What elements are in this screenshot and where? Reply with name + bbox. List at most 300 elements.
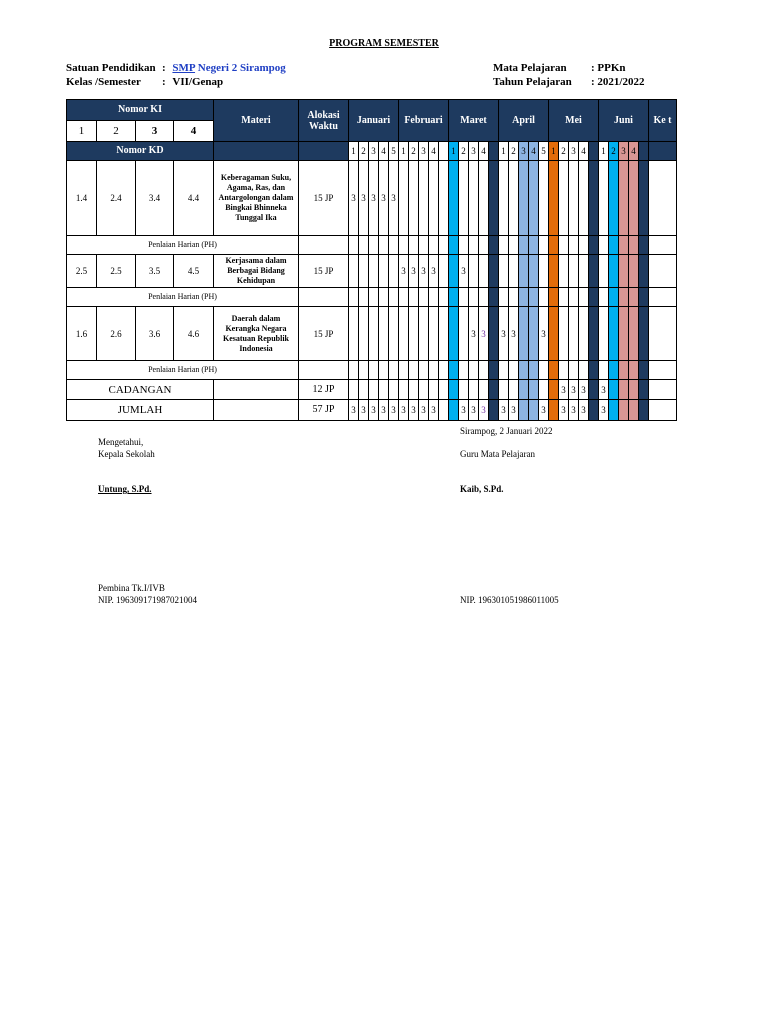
- week-value: [639, 400, 649, 421]
- week-value: [379, 255, 389, 288]
- week-value: [479, 255, 489, 288]
- ph-row: [67, 236, 677, 255]
- week-value: [589, 255, 599, 288]
- week-value: [349, 236, 359, 255]
- week-value: [569, 161, 579, 236]
- week-value: 3: [359, 400, 369, 421]
- week-value: [609, 236, 619, 255]
- alokasi-empty: [299, 236, 349, 255]
- week-value: [469, 380, 479, 400]
- alokasi-value: 15 JP: [299, 161, 349, 236]
- week-value: [559, 307, 569, 361]
- week-value: 3: [379, 400, 389, 421]
- week-value: [579, 288, 589, 307]
- week-value: [529, 361, 539, 380]
- week-value: [629, 236, 639, 255]
- week-cell: 3: [469, 142, 479, 161]
- week-value: [379, 361, 389, 380]
- week-value: [599, 361, 609, 380]
- week-value: [609, 400, 619, 421]
- week-value: [619, 380, 629, 400]
- week-value: [449, 255, 459, 288]
- week-value: [479, 361, 489, 380]
- week-value: [639, 361, 649, 380]
- week-value: 3: [459, 400, 469, 421]
- school-info-right: [493, 61, 644, 89]
- week-value: [489, 161, 499, 236]
- week-cell: 3: [569, 142, 579, 161]
- week-value: [569, 288, 579, 307]
- school-link[interactable]: SMP: [172, 62, 196, 74]
- week-value: [469, 255, 479, 288]
- ket-cell: [649, 307, 677, 361]
- week-value: 3: [389, 161, 399, 236]
- week-value: [639, 236, 649, 255]
- week-value: [409, 161, 419, 236]
- week-value: [619, 400, 629, 421]
- guru-nip: NIP. 196301051986011005: [460, 595, 559, 605]
- kelas-value: VII/Genap: [172, 76, 224, 88]
- week-cell: 3: [369, 142, 379, 161]
- week-cell: 4: [429, 142, 439, 161]
- week-cell: 2: [609, 142, 619, 161]
- week-value: [419, 288, 429, 307]
- week-value: 3: [349, 161, 359, 236]
- week-value: [449, 380, 459, 400]
- week-value: [509, 361, 519, 380]
- week-value: [369, 255, 379, 288]
- kepala-nip: NIP. 196309171987021004: [98, 595, 198, 605]
- week-value: [589, 400, 599, 421]
- week-value: 3: [409, 255, 419, 288]
- week-value: [589, 161, 599, 236]
- week-value: [429, 380, 439, 400]
- week-value: 3: [479, 307, 489, 361]
- week-value: [589, 380, 599, 400]
- week-value: 3: [409, 400, 419, 421]
- week-value: [469, 236, 479, 255]
- week-value: [559, 255, 569, 288]
- week-value: 3: [429, 255, 439, 288]
- kelas-row: [66, 75, 286, 89]
- jumlah-row: [67, 400, 677, 421]
- week-value: [639, 255, 649, 288]
- week-value: [519, 236, 529, 255]
- week-value: [409, 307, 419, 361]
- week-value: [549, 255, 559, 288]
- week-value: [459, 361, 469, 380]
- alokasi-value: 15 JP: [299, 255, 349, 288]
- week-value: [579, 161, 589, 236]
- week-value: [529, 400, 539, 421]
- week-value: 3: [379, 161, 389, 236]
- penilaian-harian: Penlaian Harian (PH): [67, 361, 299, 380]
- kd-number: 2.6: [97, 307, 136, 361]
- week-value: [449, 288, 459, 307]
- week-value: [569, 361, 579, 380]
- week-value: [599, 236, 609, 255]
- week-value: [379, 288, 389, 307]
- week-value: 3: [509, 307, 519, 361]
- week-cell: 1: [499, 142, 509, 161]
- ket-cell: [649, 361, 677, 380]
- kd-number: 3.5: [136, 255, 174, 288]
- week-value: [519, 361, 529, 380]
- week-value: [399, 307, 409, 361]
- week-value: [469, 361, 479, 380]
- week-value: [359, 307, 369, 361]
- guru-name: Kaib, S.Pd.: [460, 484, 504, 494]
- week-value: [429, 288, 439, 307]
- week-value: 3: [499, 307, 509, 361]
- week-value: [519, 307, 529, 361]
- week-value: [499, 380, 509, 400]
- week-value: [519, 400, 529, 421]
- week-value: [449, 236, 459, 255]
- week-value: [629, 161, 639, 236]
- week-value: [439, 236, 449, 255]
- week-value: [629, 288, 639, 307]
- page-title: PROGRAM SEMESTER: [329, 38, 439, 49]
- alokasi-header: Alokasi Waktu: [299, 100, 349, 142]
- week-value: 3: [469, 307, 479, 361]
- week-value: [539, 288, 549, 307]
- week-value: [429, 361, 439, 380]
- week-cell: 2: [359, 142, 369, 161]
- month-februari: Februari: [399, 100, 449, 142]
- school-name: Negeri 2 Sirampog: [197, 62, 286, 74]
- week-value: [569, 236, 579, 255]
- week-value: [549, 288, 559, 307]
- ki-4: 4: [174, 121, 214, 142]
- week-value: [549, 400, 559, 421]
- week-value: 3: [559, 400, 569, 421]
- week-value: [399, 236, 409, 255]
- week-value: [409, 236, 419, 255]
- alokasi-empty: [299, 361, 349, 380]
- week-value: [499, 361, 509, 380]
- week-value: [619, 361, 629, 380]
- jumlah-jp: 57 JP: [299, 400, 349, 421]
- week-value: [629, 400, 639, 421]
- week-value: [439, 288, 449, 307]
- week-value: [559, 236, 569, 255]
- week-value: [629, 307, 639, 361]
- week-cell: 2: [559, 142, 569, 161]
- week-value: [469, 161, 479, 236]
- week-value: [589, 288, 599, 307]
- ki-1: 1: [67, 121, 97, 142]
- week-value: [379, 236, 389, 255]
- week-value: [349, 361, 359, 380]
- week-value: [369, 236, 379, 255]
- week-value: [379, 380, 389, 400]
- week-value: [589, 307, 599, 361]
- week-value: [419, 236, 429, 255]
- week-value: [399, 361, 409, 380]
- week-value: [499, 255, 509, 288]
- week-cell: 3: [519, 142, 529, 161]
- week-value: 3: [429, 400, 439, 421]
- kd-row: [67, 307, 677, 361]
- week-value: [519, 161, 529, 236]
- kd-number: 2.5: [67, 255, 97, 288]
- ki-2: 2: [97, 121, 136, 142]
- penilaian-harian: Penlaian Harian (PH): [67, 288, 299, 307]
- week-value: [439, 307, 449, 361]
- kd-number: 3.6: [136, 307, 174, 361]
- week-value: [529, 380, 539, 400]
- kd-number: 1.6: [67, 307, 97, 361]
- week-value: [439, 161, 449, 236]
- week-value: [619, 255, 629, 288]
- week-value: [359, 380, 369, 400]
- week-value: [489, 380, 499, 400]
- week-value: [449, 307, 459, 361]
- week-value: [529, 307, 539, 361]
- week-value: 3: [369, 161, 379, 236]
- week-value: 3: [569, 400, 579, 421]
- week-value: [589, 236, 599, 255]
- kd-row: [67, 161, 677, 236]
- satuan-row: [66, 61, 286, 75]
- week-value: [369, 380, 379, 400]
- week-value: [539, 361, 549, 380]
- tahun-label: Tahun Pelajaran: [493, 76, 572, 88]
- week-value: [349, 288, 359, 307]
- week-value: [629, 380, 639, 400]
- week-value: [499, 236, 509, 255]
- week-value: 3: [469, 400, 479, 421]
- week-value: [639, 380, 649, 400]
- week-value: [629, 255, 639, 288]
- week-value: [529, 288, 539, 307]
- week-value: [439, 400, 449, 421]
- week-value: [489, 288, 499, 307]
- week-value: 3: [389, 400, 399, 421]
- week-cell: 4: [579, 142, 589, 161]
- week-value: [459, 288, 469, 307]
- program-semester-table: [66, 99, 677, 421]
- week-value: [429, 161, 439, 236]
- week-value: [399, 380, 409, 400]
- week-value: [489, 236, 499, 255]
- week-cell: 1: [549, 142, 559, 161]
- week-value: [549, 307, 559, 361]
- week-value: [379, 307, 389, 361]
- materi-sub: [214, 142, 299, 161]
- week-value: [349, 380, 359, 400]
- week-value: 3: [349, 400, 359, 421]
- week-value: [369, 307, 379, 361]
- week-value: [459, 380, 469, 400]
- ket-header: Ke t: [649, 100, 677, 142]
- nomor-kd-header: Nomor KD: [67, 142, 214, 161]
- week-value: [479, 161, 489, 236]
- week-value: 3: [419, 255, 429, 288]
- week-value: [599, 288, 609, 307]
- nomor-ki-header: Nomor KI: [67, 100, 214, 121]
- week-value: [599, 307, 609, 361]
- ki-3: 3: [136, 121, 174, 142]
- week-cell: 4: [529, 142, 539, 161]
- week-value: [389, 361, 399, 380]
- week-cell: 5: [539, 142, 549, 161]
- materi-header: Materi: [214, 100, 299, 142]
- month-juni: Juni: [599, 100, 649, 142]
- satuan-label: Satuan Pendidikan: [66, 62, 156, 74]
- week-value: [389, 288, 399, 307]
- mapel-value: : PPKn: [591, 62, 626, 74]
- week-value: [629, 361, 639, 380]
- week-value: [439, 255, 449, 288]
- week-value: [609, 380, 619, 400]
- week-cell: 2: [409, 142, 419, 161]
- cadangan-label: CADANGAN: [67, 380, 214, 400]
- week-value: [399, 161, 409, 236]
- kd-number: 2.4: [97, 161, 136, 236]
- mapel-label: Mata Pelajaran: [493, 62, 567, 74]
- week-value: [609, 307, 619, 361]
- week-value: [359, 288, 369, 307]
- week-value: [559, 361, 569, 380]
- week-value: [349, 255, 359, 288]
- week-value: [419, 361, 429, 380]
- kelas-label: Kelas /Semester: [66, 76, 141, 88]
- week-value: [559, 161, 569, 236]
- week-value: [609, 361, 619, 380]
- week-value: [479, 380, 489, 400]
- week-value: [359, 361, 369, 380]
- week-cell: 5: [389, 142, 399, 161]
- week-value: [489, 400, 499, 421]
- week-value: [599, 161, 609, 236]
- week-value: [359, 236, 369, 255]
- week-value: [569, 255, 579, 288]
- week-value: [519, 288, 529, 307]
- week-value: [549, 161, 559, 236]
- ph-row: [67, 288, 677, 307]
- ph-row: [67, 361, 677, 380]
- week-value: 3: [369, 400, 379, 421]
- kelas-sep: :: [162, 76, 166, 88]
- week-value: [619, 307, 629, 361]
- kepala-name: Untung, S.Pd.: [98, 484, 152, 494]
- week-value: [389, 307, 399, 361]
- week-cell: 2: [509, 142, 519, 161]
- week-cell: [639, 142, 649, 161]
- week-value: [479, 288, 489, 307]
- week-value: [489, 307, 499, 361]
- week-value: 3: [359, 161, 369, 236]
- week-cell: 4: [379, 142, 389, 161]
- week-value: [389, 380, 399, 400]
- week-value: 3: [459, 255, 469, 288]
- week-value: [539, 236, 549, 255]
- week-value: [399, 288, 409, 307]
- week-value: [459, 307, 469, 361]
- week-value: [579, 236, 589, 255]
- week-value: 3: [579, 380, 589, 400]
- week-value: [539, 380, 549, 400]
- kd-number: 1.4: [67, 161, 97, 236]
- week-value: [609, 161, 619, 236]
- week-value: [459, 161, 469, 236]
- ket-cell: [649, 400, 677, 421]
- week-value: [349, 307, 359, 361]
- week-value: [519, 255, 529, 288]
- week-value: [609, 288, 619, 307]
- week-value: 3: [399, 400, 409, 421]
- alokasi-sub: [299, 142, 349, 161]
- week-value: [579, 361, 589, 380]
- header-row-1: [67, 100, 677, 121]
- week-value: [429, 236, 439, 255]
- alokasi-empty: [299, 288, 349, 307]
- ket-sub: [649, 142, 677, 161]
- week-value: [419, 161, 429, 236]
- week-value: [449, 400, 459, 421]
- week-cell: 3: [419, 142, 429, 161]
- week-value: [489, 361, 499, 380]
- week-value: [479, 236, 489, 255]
- ket-cell: [649, 255, 677, 288]
- week-value: [609, 255, 619, 288]
- week-value: [369, 361, 379, 380]
- materi-text: Daerah dalam Kerangka Negara Kesatuan Republik Indonesia: [214, 307, 299, 361]
- mengetahui-label: Mengetahui,: [98, 437, 144, 447]
- satuan-sep: :: [162, 62, 166, 74]
- week-value: [359, 255, 369, 288]
- week-value: [619, 288, 629, 307]
- week-cell: 1: [599, 142, 609, 161]
- week-value: [509, 380, 519, 400]
- week-value: [469, 288, 479, 307]
- week-value: 3: [399, 255, 409, 288]
- week-value: [619, 236, 629, 255]
- week-value: 3: [499, 400, 509, 421]
- materi-text: Kerjasama dalam Berbagai Bidang Kehidupan: [214, 255, 299, 288]
- place-date: Sirampog, 2 Januari 2022: [460, 426, 553, 436]
- week-value: [529, 236, 539, 255]
- week-value: [409, 361, 419, 380]
- week-value: 3: [539, 400, 549, 421]
- week-value: 3: [599, 380, 609, 400]
- week-value: [369, 288, 379, 307]
- ket-cell: [649, 161, 677, 236]
- week-value: [599, 255, 609, 288]
- week-value: [389, 236, 399, 255]
- kd-number: 3.4: [136, 161, 174, 236]
- school-info-left: [66, 61, 286, 89]
- week-value: 3: [559, 380, 569, 400]
- week-value: [459, 236, 469, 255]
- week-cell: 2: [459, 142, 469, 161]
- materi-text: Keberagaman Suku, Agama, Ras, dan Antargolongan dalam Bingkai Bhinneka Tunggal Ika: [214, 161, 299, 236]
- month-maret: Maret: [449, 100, 499, 142]
- kd-number: 4.6: [174, 307, 214, 361]
- week-value: [539, 255, 549, 288]
- week-value: [509, 161, 519, 236]
- week-value: [389, 255, 399, 288]
- alokasi-value: 15 JP: [299, 307, 349, 361]
- week-value: [439, 361, 449, 380]
- tahun-value: : 2021/2022: [591, 76, 645, 88]
- week-value: [409, 288, 419, 307]
- kd-number: 4.4: [174, 161, 214, 236]
- week-value: [639, 161, 649, 236]
- mapel-row: [493, 61, 644, 75]
